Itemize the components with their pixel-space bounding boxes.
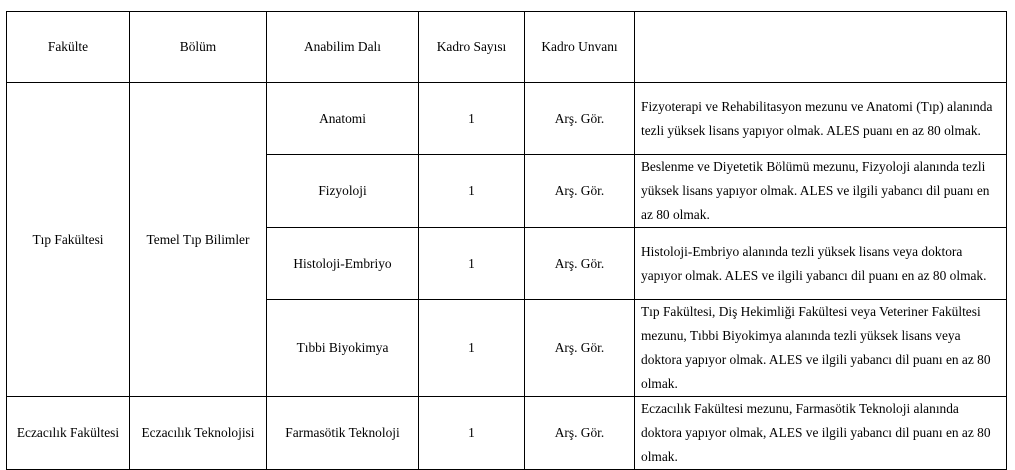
kadro-sayisi-cell: 1 [419, 228, 525, 300]
fakulte-cell: Tıp Fakültesi [7, 83, 130, 397]
kadro-unvani-cell: Arş. Gör. [525, 83, 635, 155]
anabilim-cell: Farmasötik Teknoloji [267, 397, 419, 470]
header-aciklama [635, 12, 1007, 83]
aciklama-cell: Fizyoterapi ve Rehabilitasyon mezunu ve Anatomi (Tıp) alanında tezli yüksek lisans yapıyor olmak. ALES puanı en az 80 olmak. [635, 83, 1007, 155]
kadro-unvani-cell: Arş. Gör. [525, 300, 635, 397]
kadro-table [6, 11, 1007, 470]
header-bolum: Bölüm [130, 12, 267, 83]
anabilim-cell: Fizyoloji [267, 155, 419, 228]
aciklama-cell: Eczacılık Fakültesi mezunu, Farmasötik Teknoloji alanında doktora yapıyor olmak, ALES ve ilgili yabancı dil puanı en az 80 olmak. [635, 397, 1007, 470]
anabilim-cell: Anatomi [267, 83, 419, 155]
header-kadro-sayisi: Kadro Sayısı [419, 12, 525, 83]
anabilim-cell: Tıbbi Biyokimya [267, 300, 419, 397]
header-row [7, 12, 1007, 83]
kadro-sayisi-cell: 1 [419, 83, 525, 155]
fakulte-cell: Eczacılık Fakültesi [7, 397, 130, 470]
bolum-cell: Temel Tıp Bilimler [130, 83, 267, 397]
kadro-sayisi-cell: 1 [419, 155, 525, 228]
kadro-sayisi-cell: 1 [419, 300, 525, 397]
kadro-unvani-cell: Arş. Gör. [525, 397, 635, 470]
aciklama-cell: Histoloji-Embriyo alanında tezli yüksek lisans veya doktora yapıyor olmak. ALES ve ilgili yabancı dil puanı en az 80 olmak. [635, 228, 1007, 300]
header-kadro-unvani: Kadro Unvanı [525, 12, 635, 83]
aciklama-cell: Tıp Fakültesi, Diş Hekimliği Fakültesi veya Veteriner Fakültesi mezunu, Tıbbi Biyokimya alanında tezli yüksek lisans veya doktora yapıyor olmak. ALES ve ilgili yabancı dil puanı en az 80 olmak. [635, 300, 1007, 397]
kadro-sayisi-cell: 1 [419, 397, 525, 470]
kadro-unvani-cell: Arş. Gör. [525, 155, 635, 228]
kadro-unvani-cell: Arş. Gör. [525, 228, 635, 300]
header-anabilim-dali: Anabilim Dalı [267, 12, 419, 83]
anabilim-cell: Histoloji-Embriyo [267, 228, 419, 300]
header-fakulte: Fakülte [7, 12, 130, 83]
bolum-cell: Eczacılık Teknolojisi [130, 397, 267, 470]
aciklama-cell: Beslenme ve Diyetetik Bölümü mezunu, Fizyoloji alanında tezli yüksek lisans yapıyor olmak. ALES ve ilgili yabancı dil puanı en az 80 olmak. [635, 155, 1007, 228]
table-row [7, 83, 1007, 155]
table-row [7, 397, 1007, 470]
